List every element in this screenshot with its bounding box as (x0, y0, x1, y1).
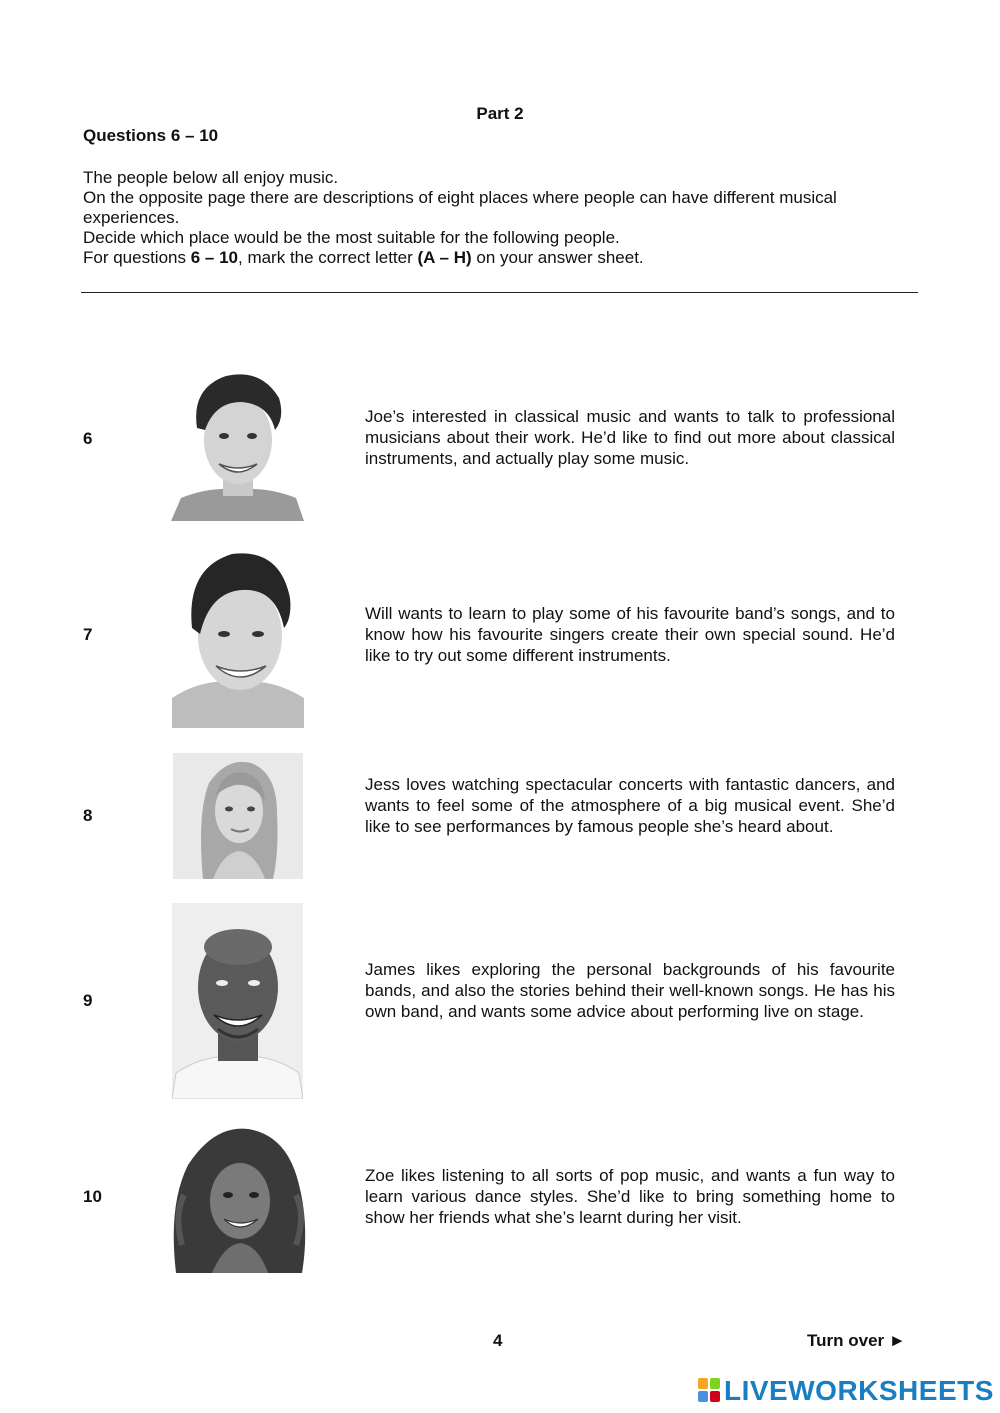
photo-joe (171, 368, 304, 521)
page-number: 4 (493, 1331, 503, 1350)
question-number: 10 (83, 1187, 102, 1206)
turn-over-label: Turn over ► (807, 1331, 906, 1350)
liveworksheets-icon (698, 1378, 722, 1404)
brand-name: LIVEWORKSHEETS (724, 1375, 994, 1406)
question-number: 8 (83, 806, 93, 825)
brand-logo (698, 1374, 994, 1408)
question-number: 9 (83, 991, 93, 1010)
questions-title: Questions 6 – 10 (83, 126, 219, 145)
person-description: James likes exploring the personal backgrounds of his favourite bands, and also the stories behind their well-known songs. He has his own band, and wants some advice about performing live on stage. (365, 960, 895, 1021)
instruction-line: For questions 6 – 10, mark the correct letter (A – H) on your answer sheet. (83, 248, 644, 267)
photo-jess (173, 753, 303, 879)
question-number: 7 (83, 625, 93, 644)
part-title: Part 2 (476, 104, 524, 123)
question-number: 6 (83, 429, 93, 448)
photo-will (172, 548, 304, 728)
instruction-line: The people below all enjoy music. (83, 168, 339, 187)
person-description: Zoe likes listening to all sorts of pop music, and wants a fun way to learn various dance styles. She’d like to bring something home to show her friends what she’s learnt during her visit. (365, 1166, 895, 1227)
person-description: Jess loves watching spectacular concerts with fantastic dancers, and wants to feel some of the atmosphere of a big musical event. She’d like to see performances by famous people she’s heard about. (365, 775, 895, 836)
instruction-line: On the opposite page there are descriptions of eight places where people can have different musical experiences. (83, 188, 837, 227)
photo-zoe (168, 1125, 311, 1273)
person-description: Joe’s interested in classical music and wants to talk to professional musicians about their work. He’d like to find out more about classical instruments, and actually play some music. (365, 407, 895, 468)
instructions (83, 168, 913, 268)
person-description: Will wants to learn to play some of his favourite band’s songs, and to know how his favourite singers create their own special sound. He’d like to try out some different instruments. (365, 604, 895, 665)
photo-james (172, 903, 303, 1099)
instruction-line: Decide which place would be the most suitable for the following people. (83, 228, 620, 247)
divider (81, 292, 918, 293)
